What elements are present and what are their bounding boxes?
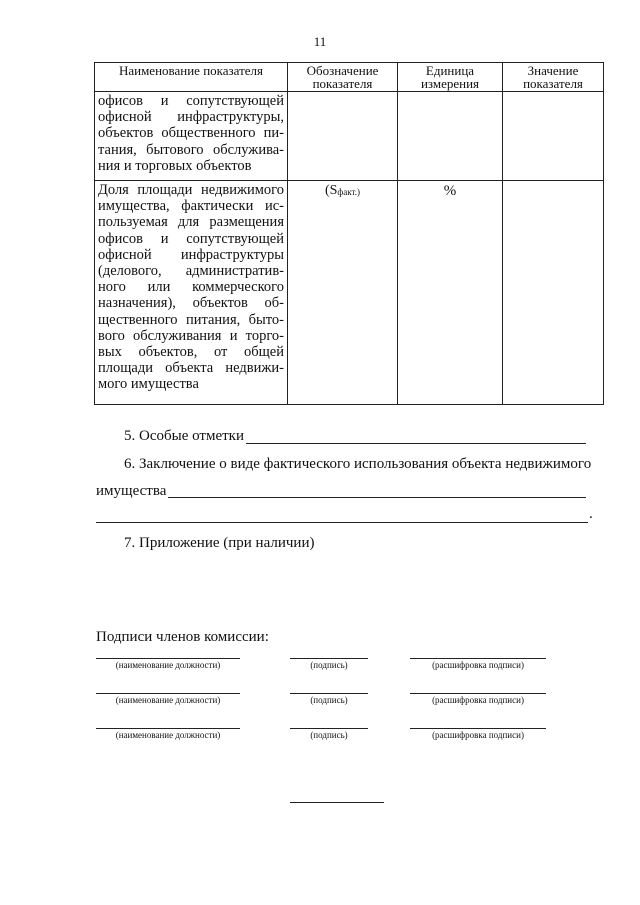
header-unit: Единица измерения (398, 63, 503, 92)
indicator-name-cell (95, 181, 288, 405)
symbol-cell (288, 181, 398, 405)
section-6-label: 6. Заключение о виде фактического использования объекта недвижимого (124, 456, 592, 472)
section-6-label-cont: имущества (96, 483, 167, 499)
indicator-text-line: вого обслуживания и торго- (98, 327, 284, 344)
indicator-text-line: имущества, фактически ис- (98, 198, 284, 215)
position-caption: (наименование должности) (115, 695, 221, 705)
indicator-text-line: мого имущества (98, 376, 199, 393)
symbol-cell (288, 92, 398, 181)
page-number: 11 (313, 34, 327, 49)
unit-cell (398, 92, 503, 181)
indicator-text-line: щественного питания, быто- (98, 311, 284, 328)
decoding-caption: (расшифровка подписи) (432, 660, 524, 670)
indicator-text-line: объектов общественного пи- (98, 125, 284, 142)
section-6-period: . (589, 506, 593, 522)
header-indicator-symbol: Обозначение показателя (288, 63, 398, 92)
table-row (95, 92, 604, 181)
position-caption: (наименование должности) (115, 660, 221, 670)
signature-caption: (подпись) (310, 730, 348, 740)
table-row (95, 181, 604, 405)
indicator-text-line: офисов и сопутствующей (98, 230, 284, 247)
indicator-text-line: тания, бытового обслужива- (98, 141, 284, 158)
section-7-label: 7. Приложение (при наличии) (124, 535, 315, 551)
header-value: Значение показателя (503, 63, 604, 92)
position-line[interactable] (96, 728, 240, 729)
indicator-text-line: пользуемая для размещения (98, 214, 284, 231)
indicator-text-line: вых объектов, от общей (98, 344, 284, 361)
position-caption: (наименование должности) (115, 730, 221, 740)
decoding-caption: (расшифровка подписи) (432, 730, 524, 740)
section-6-fill-line-1[interactable] (168, 497, 586, 498)
unit-value: % (443, 183, 457, 199)
indicator-text-line: ния и торговых объектов (98, 157, 252, 174)
indicator-text-line: (делового, административ- (98, 263, 284, 280)
indicator-name-cell (95, 92, 288, 181)
value-cell (503, 92, 604, 181)
closing-rule (290, 802, 384, 803)
signature-line[interactable] (290, 658, 368, 659)
indicator-text-line: офисной инфраструктуры, (98, 109, 284, 126)
indicator-text-line: ного или коммерческого (98, 279, 284, 296)
section-6-fill-line-2[interactable] (96, 522, 588, 523)
value-cell (503, 181, 604, 405)
symbol-main: (S (324, 183, 338, 198)
signatures-title: Подписи членов комиссии: (96, 629, 269, 645)
header-indicator-name: Наименование показателя (95, 63, 288, 92)
decoding-line[interactable] (410, 693, 546, 694)
signature-caption: (подпись) (310, 695, 348, 705)
symbol-subscript: факт.) (337, 187, 361, 197)
unit-cell (398, 181, 503, 405)
indicator-text-line: площади объекта недвижи- (98, 360, 284, 377)
signature-caption: (подпись) (310, 660, 348, 670)
position-line[interactable] (96, 693, 240, 694)
table-header-row (95, 63, 604, 92)
position-line[interactable] (96, 658, 240, 659)
indicator-text-line: офисов и сопутствующей (98, 93, 284, 109)
signature-line[interactable] (290, 728, 368, 729)
section-5-fill-line[interactable] (246, 443, 586, 444)
indicator-text-line: Доля площади недвижимого (98, 182, 284, 198)
section-5-label: 5. Особые отметки (124, 428, 244, 444)
indicators-table (94, 62, 604, 405)
signature-line[interactable] (290, 693, 368, 694)
indicator-text-line: офисной инфраструктуры (98, 246, 284, 263)
decoding-line[interactable] (410, 658, 546, 659)
decoding-line[interactable] (410, 728, 546, 729)
indicator-text-line: назначения), объектов об- (98, 295, 284, 312)
indicator-symbol (288, 181, 397, 199)
decoding-caption: (расшифровка подписи) (432, 695, 524, 705)
